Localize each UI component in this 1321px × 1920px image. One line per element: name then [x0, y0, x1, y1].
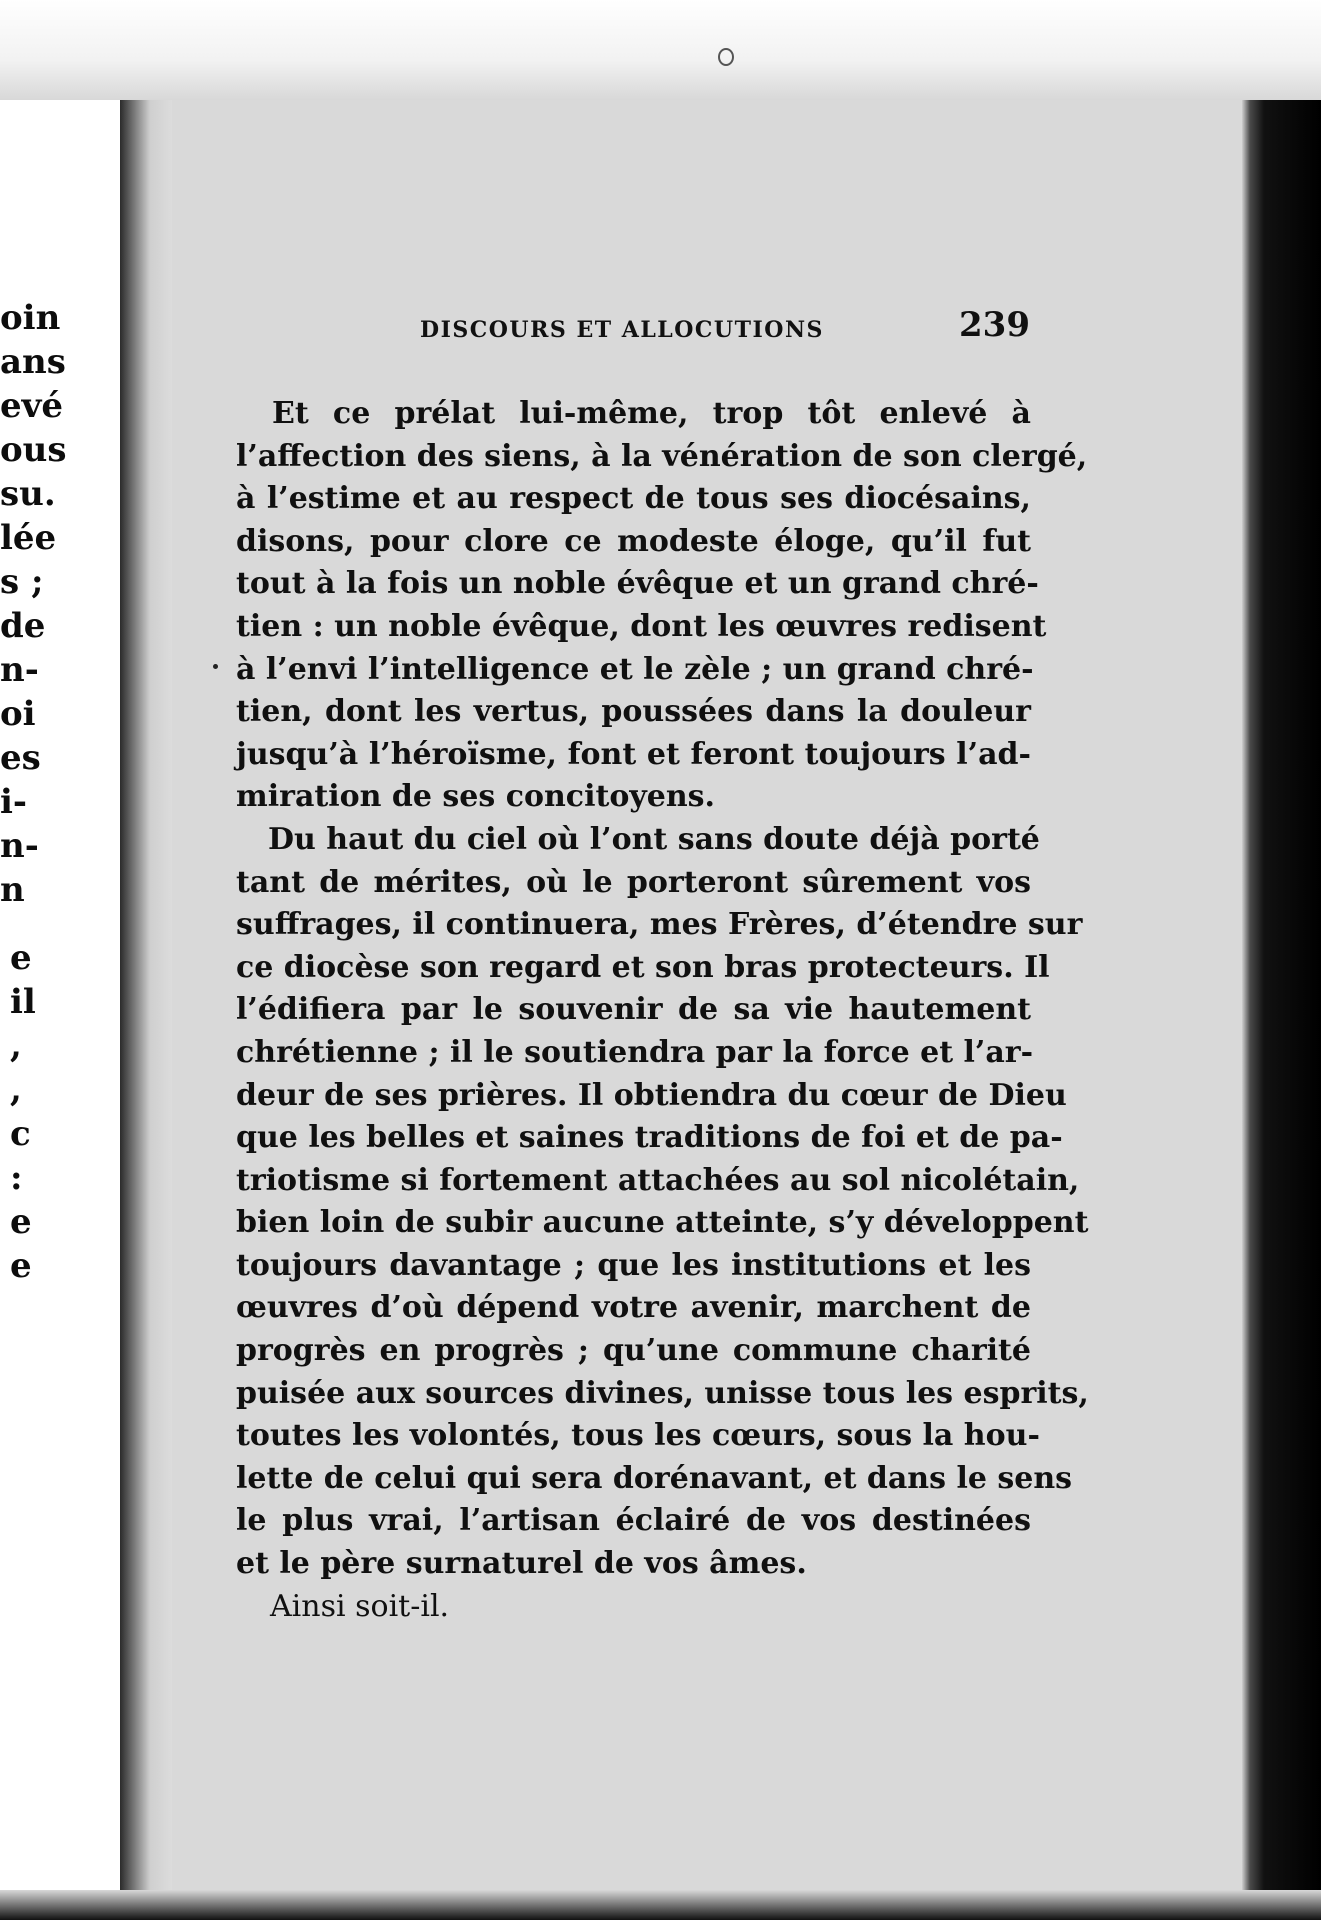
text-line: disons, pour clore ce modeste éloge, qu’il fut: [236, 523, 1031, 559]
page-header: [420, 305, 1030, 355]
facing-page-text-fragment: e: [10, 1246, 32, 1286]
text-line: que les belles et saines traditions de foi et de pa-: [236, 1120, 1063, 1156]
text-line: chrétienne ; il le soutiendra par la force et l’ar-: [236, 1034, 1034, 1070]
facing-page-text-fragment: oin: [0, 298, 61, 338]
facing-page-text-fragment: c: [10, 1114, 31, 1154]
facing-page-text-fragment: ,: [10, 1026, 22, 1066]
facing-page-text-fragment: lée: [0, 518, 57, 558]
page-number: 239: [959, 305, 1030, 345]
margin-dot: [213, 664, 218, 669]
text-line: et le père surnaturel de vos âmes.: [236, 1546, 807, 1582]
paragraph: [236, 393, 1088, 819]
text-line: le plus vrai, l’artisan éclairé de vos destinées: [236, 1503, 1031, 1539]
text-line: l’affection des siens, à la vénération de son clergé,: [236, 438, 1088, 474]
facing-page-text-fragment: n-: [0, 650, 39, 690]
text-line: toujours davantage ; que les institutions et les: [236, 1247, 1031, 1283]
scan-right-border: [1242, 100, 1321, 1920]
facing-page-text-fragment: su.: [0, 474, 56, 514]
facing-page-text-fragment: ,: [10, 1070, 22, 1110]
text-line: tout à la fois un noble évêque et un grand chré-: [236, 566, 1039, 602]
facing-page-text-fragment: il: [10, 982, 36, 1022]
facing-page-edge: [0, 100, 122, 1920]
text-line: Du haut du ciel où l’ont sans doute déjà porté: [268, 821, 1040, 857]
text-line: toutes les volontés, tous les cœurs, sous la hou-: [236, 1418, 1040, 1454]
text-line: bien loin de subir aucune atteinte, s’y développent: [236, 1205, 1089, 1241]
running-head: DISCOURS ET ALLOCUTIONS: [420, 317, 824, 343]
text-line: l’édifiera par le souvenir de sa vie hautement: [236, 992, 1031, 1028]
scan-top-margin: [0, 0, 1321, 100]
facing-page-text-fragment: n: [0, 870, 25, 910]
text-line: tien, dont les vertus, poussées dans la douleur: [236, 694, 1031, 730]
facing-page-text-fragment: de: [0, 606, 46, 646]
page-body: [236, 393, 1089, 1628]
text-line: ce diocèse son regard et son bras protecteurs. Il: [236, 949, 1050, 985]
text-line: Et ce prélat lui-même, trop tôt enlevé à: [272, 396, 1031, 431]
text-line: deur de ses prières. Il obtiendra du cœur de Dieu: [236, 1077, 1067, 1113]
facing-page-text-fragment: evé: [0, 386, 64, 426]
text-line: suffrages, il continuera, mes Frères, d’étendre sur: [236, 907, 1083, 943]
facing-page-text-fragment: e: [10, 938, 32, 978]
book-gutter: [120, 100, 172, 1920]
text-line: tant de mérites, où le porteront sûrement vos: [236, 864, 1031, 900]
text-line: progrès en progrès ; qu’une commune charité: [236, 1333, 1031, 1369]
facing-page-text-fragment: i-: [0, 782, 28, 822]
text-line: œuvres d’où dépend votre avenir, marchent de: [236, 1290, 1031, 1326]
facing-page-text-fragment: s ;: [0, 562, 44, 602]
facing-page-text-fragment: :: [10, 1158, 23, 1198]
facing-page-text-fragment: es: [0, 738, 41, 778]
ink-speck: [718, 48, 734, 66]
scan-bottom-border: [0, 1890, 1321, 1920]
facing-page-text-fragment: oi: [0, 694, 36, 734]
paragraph: [236, 819, 1089, 1586]
text-line: miration de ses concitoyens.: [236, 779, 716, 815]
facing-page-text-fragment: ans: [0, 342, 66, 382]
text-line: lette de celui qui sera dorénavant, et dans le sens: [236, 1460, 1073, 1496]
text-line: puisée aux sources divines, unisse tous les esprits,: [236, 1375, 1089, 1411]
text-line: à l’estime et au respect de tous ses diocésains,: [236, 481, 1031, 517]
text-line: triotisme si fortement attachées au sol nicolétain,: [236, 1162, 1080, 1198]
text-line: tien : un noble évêque, dont les œuvres redisent: [236, 608, 1047, 644]
text-line: jusqu’à l’héroïsme, font et feront toujours l’ad-: [236, 736, 1031, 772]
text-line: à l’envi l’intelligence et le zèle ; un grand chré-: [236, 651, 1034, 687]
facing-page-text-fragment: e: [10, 1202, 32, 1242]
facing-page-text-fragment: n-: [0, 826, 39, 866]
closing-line: Ainsi soit-il.: [270, 1588, 450, 1624]
facing-page-text-fragment: ous: [0, 430, 67, 470]
